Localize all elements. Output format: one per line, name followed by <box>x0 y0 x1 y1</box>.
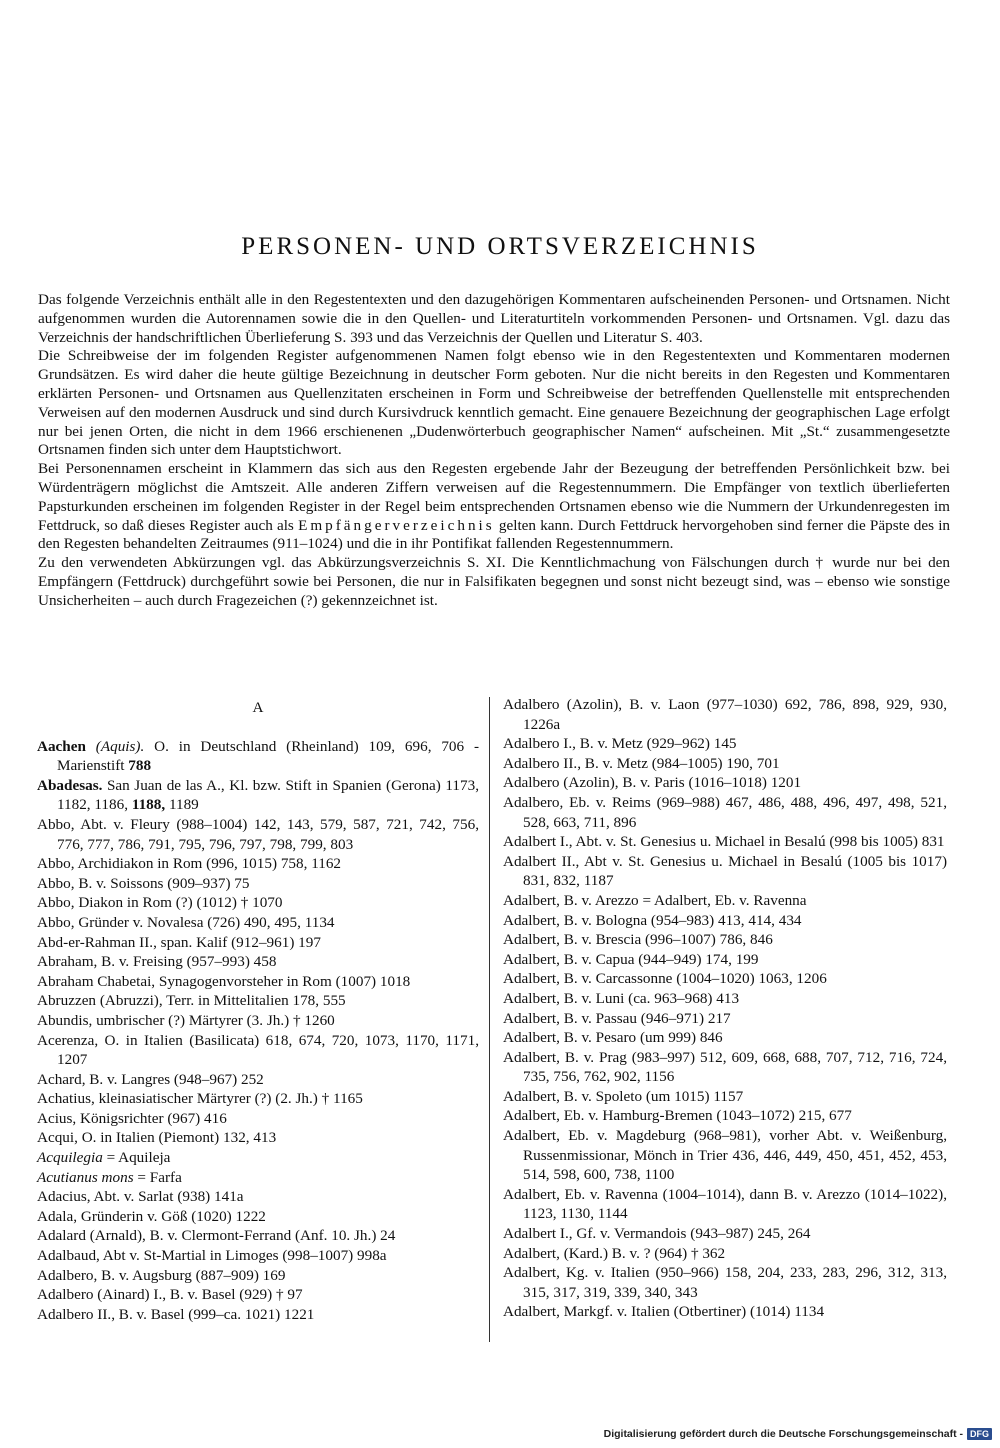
index-entry: Adala, Gründerin v. Göß (1020) 1222 <box>37 1207 266 1225</box>
index-entry: Abbo, Archidiakon in Rom (996, 1015) 758, 1162 <box>37 855 342 873</box>
index-entry: Acerenza, O. in Italien (Basilicata) 618, 674, 720, 1073, 1170, 1171, 1207 <box>37 1031 479 1069</box>
index-entry: Abruzzen (Abruzzi), Terr. in Mittelitalien 178, 555 <box>37 992 346 1010</box>
index-entry: Adalbert, B. v. Spoleto (um 1015) 1157 <box>503 1087 744 1105</box>
index-entry: Adalbert I., Abt. v. St. Genesius u. Michael in Besalú (998 bis 1005) 831 <box>503 833 945 851</box>
index-entry: Achard, B. v. Langres (948–967) 252 <box>37 1070 264 1088</box>
index-entry: Adalbero, B. v. Augsburg (887–909) 169 <box>37 1266 286 1284</box>
page-title: PERSONEN- UND ORTSVERZEICHNIS <box>241 233 759 260</box>
index-entry: Adalbert, B. v. Carcassonne (1004–1020) 1063, 1206 <box>503 970 827 988</box>
column-divider <box>489 697 490 1342</box>
index-entry: Adalbert, Markgf. v. Italien (Otbertiner) (1014) 1134 <box>503 1303 825 1321</box>
index-entry: Adalbert, (Kard.) B. v. ? (964) † 362 <box>503 1244 726 1262</box>
index-entry: Adalbert, Eb. v. Ravenna (1004–1014), dann B. v. Arezzo (1014–1022), 1123, 1130, 1144 <box>503 1185 947 1223</box>
index-entry: Abbo, Abt. v. Fleury (988–1004) 142, 143, 579, 587, 721, 742, 756, 776, 777, 786, 791, 795, 796, 797, 798, 799, 803 <box>37 815 479 853</box>
empfaengerverzeichnis-term: Empfängerverzeichnis <box>298 516 495 534</box>
index-entry: Abd-er-Rahman II., span. Kalif (912–961) 197 <box>37 933 321 951</box>
introduction <box>38 291 950 611</box>
index-entry: Acius, Königsrichter (967) 416 <box>37 1109 227 1127</box>
index-entry: Abraham, B. v. Freising (957–993) 458 <box>37 953 277 971</box>
intro-paragraph-3: Bei Personennamen erscheint in Klammern das sich aus den Regesten ergebende Jahr der Bezeugung der betreffenden Persönlichkeit bzw. bei Würdenträgern möglichst die Amtszeit. Alle anderen Ziffern verweisen auf die Regestennummern. Die Empfänger von textlich überlieferten Papsturkunden erscheinen im folgenden Register in der Regel beim entsprechenden Ortsnamen ebenso wie die Nummern der Urkundenregesten im Fettdruck, so daß dieses Register auch als Empfängerverzeichnis gelten kann. Durch Fettdruck hervorgehoben sind ferner die Päpste des in den Regesten behandelten Zeitraumes (911–1024) und die in ihr Pontifikat fallenden Regestennummern. <box>38 460 951 553</box>
index-entry: Adalbert, B. v. Bologna (954–983) 413, 414, 434 <box>503 911 802 929</box>
index-entry: Adalbert, Kg. v. Italien (950–966) 158, 204, 233, 283, 296, 312, 313, 315, 317, 319, 339, 340, 343 <box>503 1264 947 1301</box>
index-entry: Adalbert, B. v. Capua (944–949) 174, 199 <box>503 950 759 968</box>
index-entry: Adalbert, B. v. Luni (ca. 963–968) 413 <box>503 989 740 1007</box>
index-entry: Abbo, Gründer v. Novalesa (726) 490, 495, 1134 <box>37 913 335 931</box>
index-entry: Adalard (Arnald), B. v. Clermont-Ferrand (Anf. 10. Jh.) 24 <box>37 1227 396 1245</box>
index-entry: Abraham Chabetai, Synagogenvorsteher in Rom (1007) 1018 <box>37 972 411 990</box>
index-entry: Adalbert I., Gf. v. Vermandois (943–987) 245, 264 <box>503 1225 811 1243</box>
index-entry: Abundis, umbrischer (?) Märtyrer (3. Jh.) † 1260 <box>37 1011 335 1029</box>
index-entry: Acqui, O. in Italien (Piemont) 132, 413 <box>37 1129 277 1147</box>
intro-paragraph-1: Das folgende Verzeichnis enthält alle in den Regestentexten und den dazugehörigen Kommentaren aufscheinenden Personen- und Ortsnamen. Nicht aufgenommen wurden die Autorennamen sowie die in den Quellen- und Literaturtiteln vorkommenden Personen- und Ortsnamen. Vgl. dazu das Verzeichnis der handschriftlichen Überlieferung S. 393 und das Verzeichnis der Quellen und Literatur S. 403. <box>38 291 950 346</box>
index-entry: Adalbert, Eb. v. Magdeburg (968–981), vorher Abt. v. Weißenburg, Russenmissionar, Mönch in Trier 436, 446, 449, 450, 451, 452, 453, 514, 598, 600, 738, 1100 <box>503 1127 947 1184</box>
index-entry: Achatius, kleinasiatischer Märtyrer (?) (2. Jh.) † 1165 <box>37 1090 363 1108</box>
index-entry: Adalbero (Azolin), B. v. Laon (977–1030) 692, 786, 898, 929, 930, 1226a <box>503 696 947 733</box>
index-entry: Acquilegia = Aquileja <box>37 1149 171 1167</box>
index-entry: Aachen (Aquis). O. in Deutschland (Rheinland) 109, 696, 706 - Marienstift 788 <box>37 737 480 775</box>
index-entry: Adalbero II., B. v. Basel (999–ca. 1021) 1221 <box>37 1305 315 1323</box>
index-entry: Adalbero I., B. v. Metz (929–962) 145 <box>503 735 737 753</box>
dfg-logo: DFG <box>967 1428 992 1440</box>
index-entry: Adalbert II., Abt v. St. Genesius u. Michael in Besalú (1005 bis 1017) 831, 832, 1187 <box>503 852 947 890</box>
index-column-right <box>503 695 947 1322</box>
index-entry: Adalbert, B. v. Prag (983–997) 512, 609, 668, 688, 707, 712, 716, 724, 735, 756, 762, 902, 1156 <box>503 1048 947 1086</box>
index-entry: Adalbert, B. v. Arezzo = Adalbert, Eb. v. Ravenna <box>503 891 807 909</box>
intro-paragraph-4: Zu den verwendeten Abkürzungen vgl. das Abkürzungsverzeichnis S. XI. Die Kenntlichmachung von Fälschungen durch † wurde nur bei den Empfängern (Fettdruck) durchgeführt sowie bei Personen, die nur in Falsifikaten begegnen und sonst nicht bezeugt sind, was – ebenso wie sonstige Unsicherheiten – auch durch Fragezeichen (?) gekennzeichnet ist. <box>38 554 950 609</box>
footer-text: Digitalisierung gefördert durch die Deutsche Forschungsgemeinschaft - <box>603 1428 963 1440</box>
index-entry: Adacius, Abt. v. Sarlat (938) 141a <box>37 1188 244 1206</box>
index-entry: Abbo, Diakon in Rom (?) (1012) † 1070 <box>37 894 283 912</box>
index-column-left <box>37 695 479 1324</box>
index-entry: Adalbert, Eb. v. Hamburg-Bremen (1043–1072) 215, 677 <box>503 1107 852 1125</box>
index-entry: Adalbert, B. v. Pesaro (um 999) 846 <box>503 1029 723 1047</box>
index-entry: Adalbert, B. v. Brescia (996–1007) 786, 846 <box>503 931 773 949</box>
index-entry: Abadesas. San Juan de las A., Kl. bzw. Stift in Spanien (Gerona) 1173, 1182, 1186, 1188, 1189 <box>37 776 479 814</box>
index-entry: Adalbero, Eb. v. Reims (969–988) 467, 486, 488, 496, 497, 498, 521, 528, 663, 711, 896 <box>503 793 947 831</box>
index-entry: Adalbero (Ainard) I., B. v. Basel (929) † 97 <box>37 1286 303 1304</box>
index-entry: Abbo, B. v. Soissons (909–937) 75 <box>37 874 250 892</box>
index-entry: Adalbero II., B. v. Metz (984–1005) 190, 701 <box>503 754 780 772</box>
index-entry: Acutianus mons = Farfa <box>37 1168 182 1186</box>
index-entry: Adalbaud, Abt v. St-Martial in Limoges (998–1007) 998a <box>37 1247 387 1265</box>
index-entry: Adalbert, B. v. Passau (946–971) 217 <box>503 1009 731 1027</box>
footer-credit <box>604 1426 992 1442</box>
intro-paragraph-2: Die Schreibweise der im folgenden Register aufgenommenen Namen folgt ebenso wie in den Regestentexten und Kommentaren modernen Grundsätzen. Es wird daher die heute gültige Bezeichnung in deutscher Form geboten. Nur die nicht bereits in den Regesten und Kommentaren erklärten Personen- und Ortsnamen aus Quellenzitaten erscheinen in Form und Schreibweise der betreffenden Quellenstelle mit entsprechenden Verweisen auf den modernen Ausdruck und sind durch Kursivdruck kenntlich gemacht. Eine genauere Bezeichnung der geographischen Lage erfolgt nur bei jenen Orten, die nicht in dem 1966 erschienenen „Dudenwörterbuch geographischer Namen“ aufscheinen. Mit „St.“ zusammengesetzte Ortsnamen finden sich unter dem Hauptstichwort. <box>38 347 950 459</box>
section-letter: A <box>252 699 264 716</box>
index-entry: Adalbero (Azolin), B. v. Paris (1016–1018) 1201 <box>503 774 802 792</box>
